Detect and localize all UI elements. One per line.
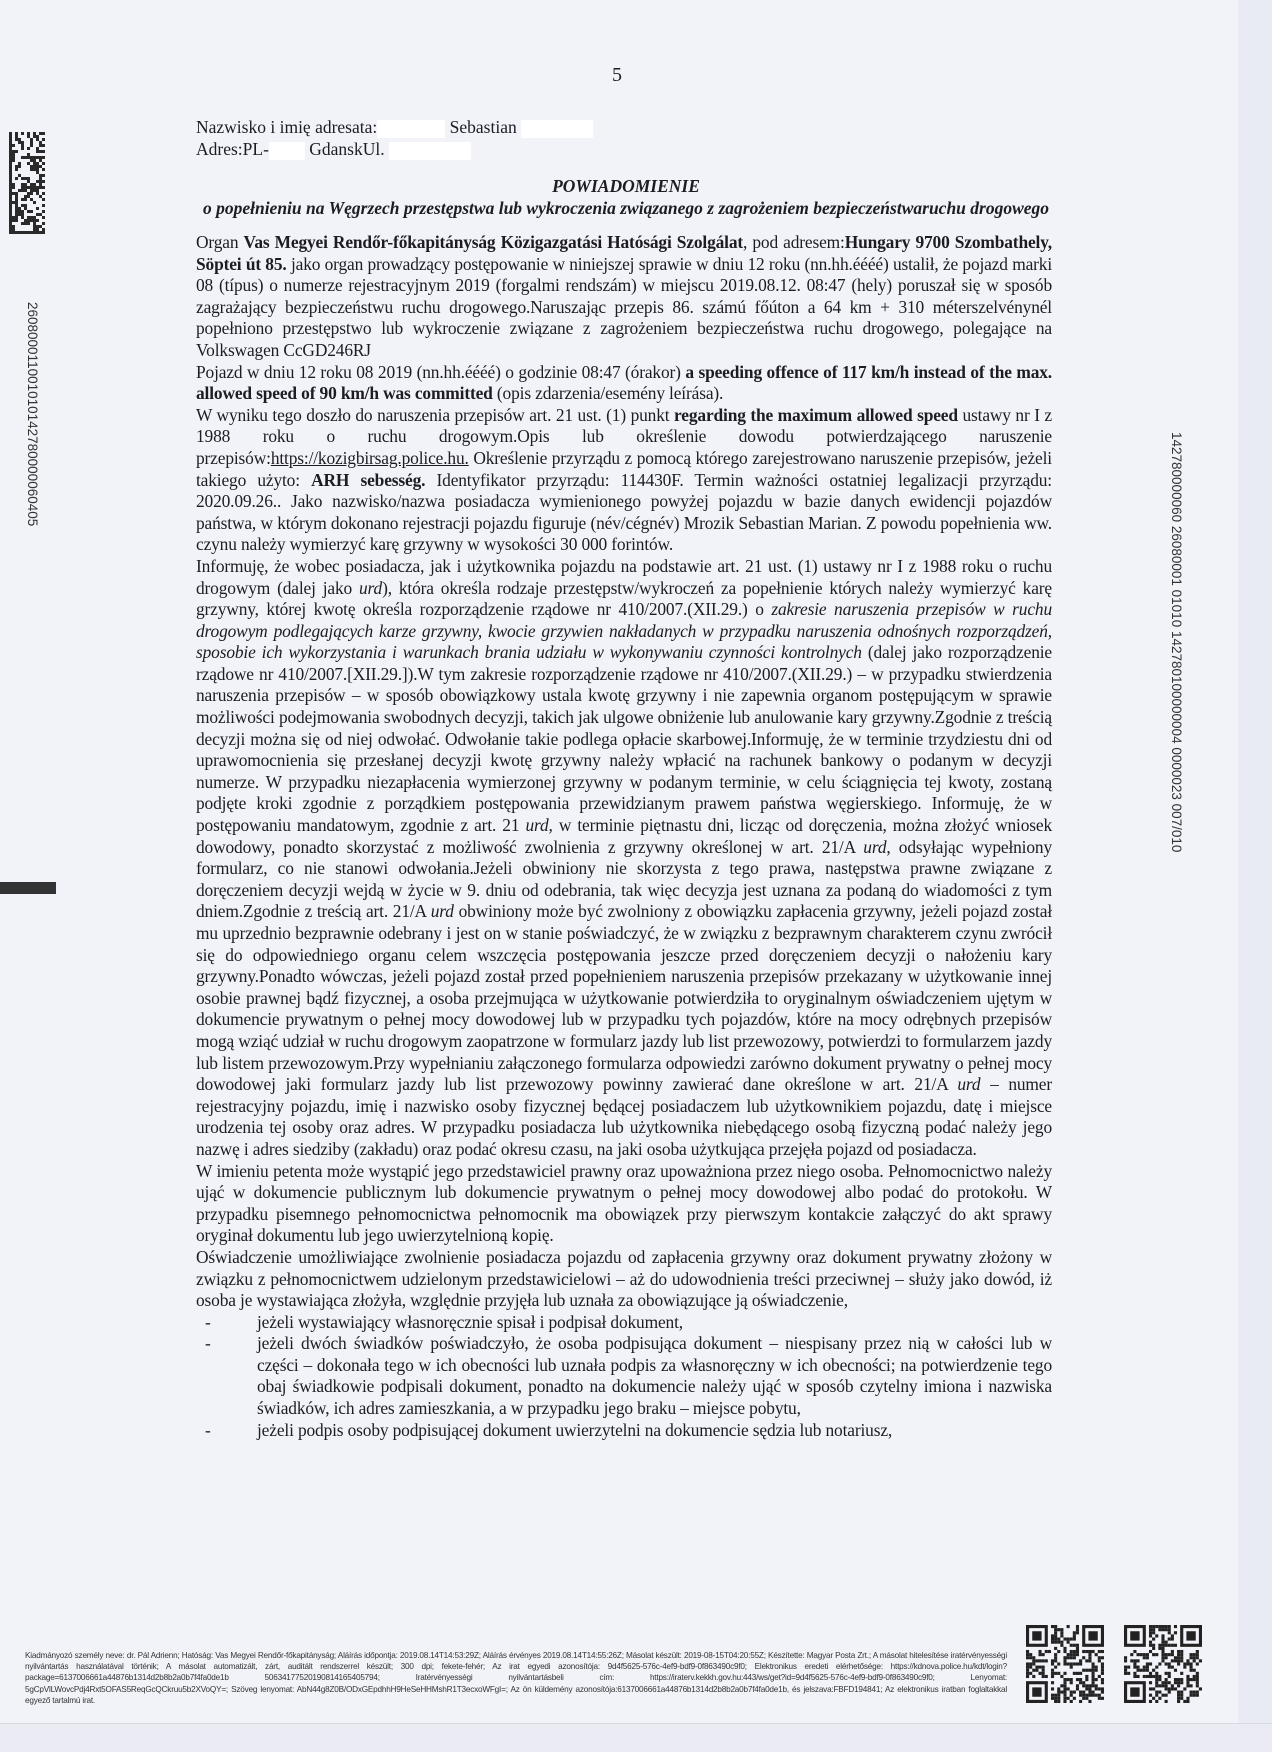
paper-edge (1238, 0, 1272, 1752)
text-run: a speeding offence of 117 km/h instead of the max. allowed speed of 90 km/h was committed (196, 361, 1052, 404)
paragraph (196, 232, 1052, 362)
text-run: Identyfikator przyrządu: 114430F. Termin ważności ostatniej legalizacji przyrządu: 2020.09.26.. Jako nazwisko/nazwa posiadacza wymienionego powyżej pojazdu w bazie danych ewidencji pojazdów państwa, w którym dokonano rejestracji pojazdu figuruje (név/cégnév) Mrozik Sebastian Marian. Z powodu popełnienia ww. czynu należy wymierzyć karę grzywny w wysokości 30 000 forintów. (196, 469, 1052, 555)
recipient-name-value: Sebastian (449, 117, 517, 137)
datamatrix-code-icon (9, 132, 45, 234)
list-item (196, 1312, 1052, 1334)
text-run: Oświadczenie umożliwiające zwolnienie posiadacza pojazdu od zapłacenia grzywny oraz dokument prywatny złożony w związku z pełnomocnictwem udzielonym przedstawicielowi – aż do udowodnienia treści przeciwnej – służy jako dowód, iż osoba je wystawiająca złożyła, względnie przyjęła lub uznała za obowiązujące ją oświadczenie, (196, 1246, 1052, 1311)
document-body (196, 232, 1052, 1441)
text-run: urd (863, 836, 887, 857)
title-heading: POWIADOMIENIE (552, 176, 700, 196)
paragraphs (196, 232, 1052, 1312)
left-side-code: 260800011001010142780000060405 (25, 302, 40, 527)
recipient-block (196, 116, 593, 160)
list-item (196, 1333, 1052, 1419)
scan-background (0, 1723, 1272, 1752)
list-item (196, 1420, 1052, 1442)
redaction (389, 142, 471, 160)
text-run: Informuję, że wobec posiadacza, jak i użytkownika pojazdu na podstawie art. 21 ust. (1) ustawy nr I z 1988 roku o ruchu drogowym (dalej jako (196, 555, 1052, 598)
title-subheading: o popełnieniu na Węgrzech przestępstwa lub wykroczenia związanego z zagrożeniem bezpieczeństwaruchu drogowego (202, 197, 1050, 218)
list-item-text: jeżeli wystawiający własnoręcznie spisał i podpisał dokument, (257, 1311, 683, 1332)
recipient-address-value: GdanskUl. (309, 139, 385, 159)
text-run: regarding the maximum allowed speed (674, 404, 958, 425)
text-run: – numer rejestracyjny pojazdu, imię i nazwisko osoby fizycznej będącej posiadaczem lub użytkownikiem pojazdu, datę i miejsce urodzenia tej osoby oraz adres. W przypadku posiadacza lub użytkownika niebędącego osobą fizyczną podać należy jego nazwę i adres siedziby (zakładu) oraz podać okresu czasu, na jaki osoba użytkująca przejęła pojazd od posiadacza. (196, 1074, 1052, 1159)
paragraph (196, 1161, 1052, 1247)
redaction (377, 120, 445, 138)
right-side-code: 142780000060 26080001 01010 142780100000004 0000023 007/010 (1169, 432, 1184, 853)
text-run: urd, (525, 815, 553, 836)
text-run: ARH sebesség. (311, 469, 426, 490)
list-item-text: jeżeli podpis osoby podpisującej dokument uwierzytelni na dokumencie sędzia lub notariusz, (257, 1419, 893, 1440)
text-run: urd (430, 901, 454, 922)
text-run: urd (957, 1074, 981, 1095)
text-run: Określenie przyrządu z pomocą którego zarejestrowano naruszenie przepisów, jeżeli takiego użyto: (196, 447, 1052, 490)
text-run: Hungary 9700 Szombathely, Söptei út 85. (196, 232, 1052, 274)
text-run: jako organ prowadzący postępowanie w niniejszej sprawie w dniu 12 roku (nn.hh.éééé) ustalił, że pojazd marki 08 (típus) o numerze rejestracyjnym 2019 (forgalmi rendszám) w miejscu 2019.08.12. 08:47 (hely) poruszał się w sposób zagrażający bezpieczeństwu ruchu drogowego.Naruszając przepis 86. számú főúton a 64 km + 310 méterszelvénynél popełniono przestępstwo lub wykroczenie związane z zagrożeniem bezpieczeństwa ruchu drogowego, polegające na Volkswagen CcGD246RJ (196, 253, 1053, 360)
text-run: Vas Megyei Rendőr-főkapitányság Közigazgatási Hatósági Szolgálat (243, 232, 744, 252)
text-run: w terminie piętnastu dni, licząc od doręczenia, można złożyć wniosek dowodowy, ponadto skorzystać z możliwość zwolnienia z grzywny określonej w art. 21/A (196, 815, 1052, 857)
paragraph (196, 1247, 1052, 1312)
recipient-name-label: Nazwisko i imię adresata: (196, 117, 378, 137)
qr-code-icon (1124, 1623, 1202, 1705)
text-run: ustawy nr I z 1988 roku o ruchu drogowym.Opis lub określenie dowodu potwierdzającego naruszenie przepisów: (196, 404, 1052, 468)
paragraph (196, 362, 1052, 405)
text-run: , odsyłając wypełniony formularz, co nie stanowi odwołania.Jeżeli obwiniony nie skorzysta z tego prawa, następstwa prawne związane z doręczeniem decyzji wejdą w życie w 9. dniu od odebrania, tak więc decyzja jest uznana za podaną do wiadomości z tym dniem.Zgodnie z treścią art. 21/A (196, 836, 1052, 922)
list-bullet: - (205, 1419, 211, 1440)
text-run: (opis zdarzenia/esemény leírása). (492, 383, 724, 404)
list-bullet: - (205, 1311, 211, 1332)
text-run: urd (359, 577, 383, 598)
list-bullet: - (205, 1333, 211, 1354)
margin-mark (0, 882, 56, 894)
evidence-link[interactable]: https://kozigbirsag.police.hu. (270, 447, 469, 468)
text-run: zakresie naruszenia przepisów w ruchu drogowym podlegających karze grzywny, kwocie grzywien nakładanych w przypadku naruszenia odnośnych rozporządzeń, sposobie ich wykorzystania i warunkach brania udziału w wykonywaniu czynności kontrolnych (196, 599, 1052, 663)
document-title (196, 176, 1056, 219)
qr-code-icon (1026, 1623, 1104, 1705)
text-run: (dalej jako rozporządzenie rządowe nr 410/2007.[XII.29.]).W tym zakresie rozporządzenie rządowe nr 410/2007.(XII.29.) – w przypadku stwierdzenia naruszenia przepisów – w sposób obowiązkowy ustala kwotę grzywny i nie zapewnia organom postępującym w sprawie możliwości podejmowania swobodnych decyzji, takich jak ulgowe obniżenie lub anulowanie kary grzywny.Zgodnie z treścią decyzji można się od niej odwołać. Odwołanie takie podlega opłacie skarbowej.Informuję, że w terminie trzydziestu dni od uprawomocnienia się przesłanej decyzji kwotę grzywny należy wpłacić na rachunek bankowy o podanym w decyzji numerze. W przypadku niezapłacenia wymierzonej grzywny w podanym terminie, w celu ściągnięcia tej kwoty, zostaną podjęte kroki zgodnie z porządkiem postępowania przewidzianym prawem państwa węgierskiego. Informuję, że w postępowaniu mandatowym, zgodnie z art. 21 (196, 642, 1052, 836)
text-run: , pod adresem: (743, 232, 845, 252)
text-run: ), która określa rodzaje przestępstw/wykroczeń za popełnienie których należy wymierzyć karę grzywny, której kwotę określa rozporządzenie rządowe nr 410/2007.(XII.29.) o (196, 577, 1052, 620)
recipient-address-line (196, 138, 593, 160)
redaction (269, 142, 305, 160)
text-run: obwiniony może być zwolniony z obowiązku zapłacenia grzywny, jeżeli pojazd został mu uprzednio bezprawnie odebrany i jest on w stanie poświadczyć, że w związku z bezprawnym charakterem czynu zwrócił się do odpowiedniego organu celem wszczęcia postępowania jeszcze przed doręczeniem decyzji o nałożeniu kary grzywny.Ponadto wówczas, jeżeli pojazd został przed popełnieniem naruszenia przepisów przekazany w użytkowanie innej osobie prawnej bądź fizycznej, a osoba przejmująca w użytkowanie potwierdziła to oryginalnym oświadczeniem ujętym w dokumencie prywatnym o pełnej mocy dowodowej lub w przypadku tych pojazdów, które na mocy odrębnych przepisów mogą wziąć udział w ruchu drogowym zaopatrzone w formularz jazdy lub list przewozowy, potwierdzi to formularzem jazdy lub listem przewozowym.Przy wypełnianiu załączonego formularza odpowiedzi zarówno dokument prywatny o pełnej mocy dowodowej jaki formularz jazdy lub list przewozowy powinny zawierać dane określone w art. 21/A (196, 901, 1052, 1095)
list-item-text: jeżeli dwóch świadków poświadczyło, że osoba podpisująca dokument – niespisany przez nią w całości lub w części – dokonała tego w ich obecności lub uznała podpis za własnoręczny w ich obecności; na potwierdzenie tego obaj świadkowie podpisali dokument, ponadto na dokumencie należy ująć w sposób czytelny imiona i nazwiska świadków, ich adres zamieszkania, a w przypadku jego braku – miejsce pobytu, (257, 1333, 1052, 1419)
conditions-list (196, 1312, 1052, 1442)
text-run: W imieniu petenta może wystąpić jego przedstawiciel prawny oraz upoważniona przez niego osoba. Pełnomocnictwo należy ująć w dokumencie publicznym lub dokumencie prywatnym o pełnej mocy dowodowej albo podać do protokołu. W przypadku pisemnego pełnomocnictwa pełnomocnik ma obowiązek przy pierwszym kontakcie załączyć do akt sprawy oryginał dokumentu lub jego uwierzytelnioną kopię. (196, 1160, 1052, 1246)
text-run: Organ (196, 232, 244, 252)
redaction (521, 120, 593, 138)
paragraph (196, 405, 1052, 556)
paragraph (196, 556, 1052, 1161)
page-number: 5 (612, 64, 622, 86)
text-run: Pojazd w dniu 12 roku 08 2019 (nn.hh.éééé) o godzinie 08:47 (órakor) (196, 361, 686, 382)
electronic-signature-footer: Kiadmányozó személy neve: dr. Pál Adrienn; Hatóság: Vas Megyei Rendőr-főkapitányság; Aláírás időpontja: 2019.08.14T14:53:29Z; Aláírás érvényes 2019.08.14T14:55:26Z; Másolat készült: 2019-08-15T04:20:55Z; Készítette: Magyar Posta Zrt.; A másolat hitelesítése iratérvényességi nyilvántartás használatával történik; A másolat automatizált, zárt, auditált rendszerrel készült; 300 dpi; fekete-fehér; Az irat egyedi azonosítója: 9d4f5625-576c-4ef9-bdf9-0f863490c9f0; Elektronikus eredeti elérhetősége: https://kdnova.police.hu/kdt/login?package=6137006661a44876b1314d2b8b2a0b7f4fa0de1b 5063417752019081416540579​4; Iratérvényességi nyilvántartásbeli cím: https://iraterv.kekkh.gov.hu:443/ws/get?id=9d4f5625-576c-4ef9-bdf9-0f863490c9f0; Lenyomat: 5gCpVlLWovcPdj4Rxt5OFAS5ReqGcQCkruu5b2XVoQY=; Szöveg lenyomat: AbN44g8Z0B/ODxGEpdhhH9HeSeHHMshR1T3ecxoWFgI=; Az ön küldemény azonosítója:6137006661a44876b1314d2b8b2a0b7f4fa0de1b, és jelszava:FBFD194841; Az elektronikus iratban foglaltakkal egyező tartalmú irat. (25, 1651, 1007, 1705)
recipient-name-line (196, 116, 593, 138)
recipient-address-label: Adres:PL- (196, 139, 269, 159)
text-run: W wyniku tego doszło do naruszenia przepisów art. 21 ust. (1) punkt (196, 404, 675, 425)
